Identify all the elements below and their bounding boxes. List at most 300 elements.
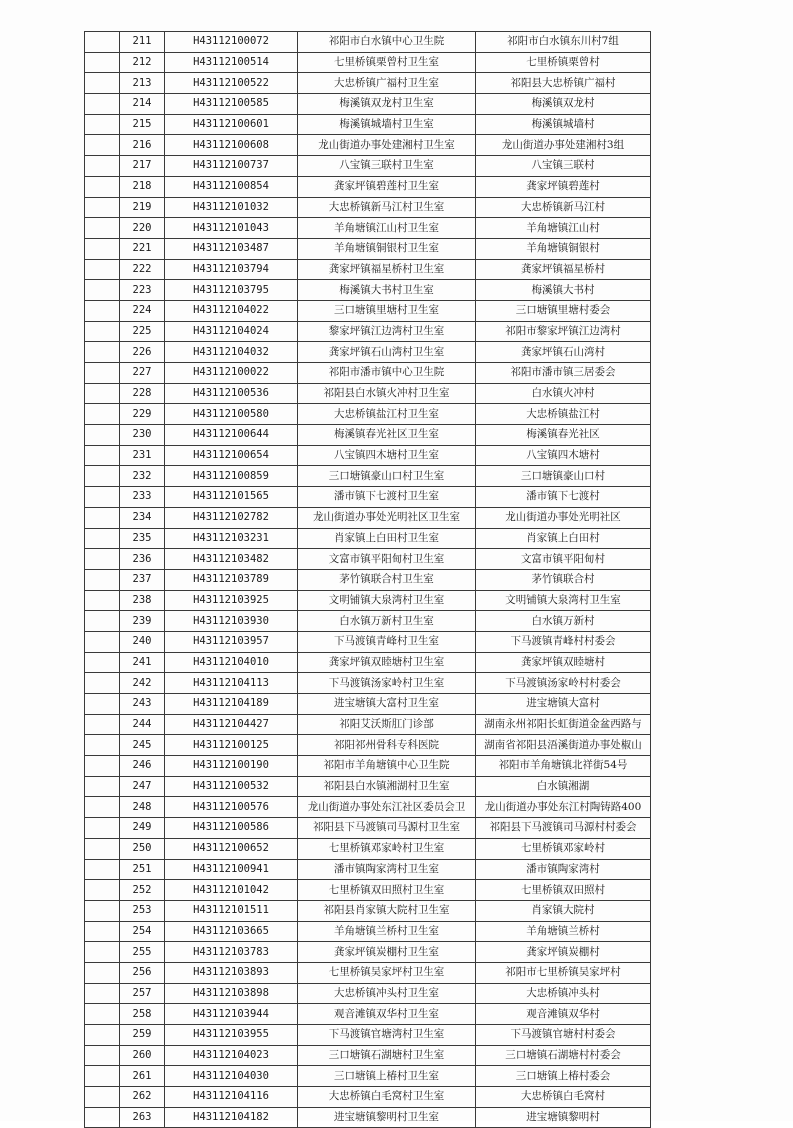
address-cell: 大忠桥镇冲头村 — [476, 983, 651, 1004]
address-cell: 祁阳市白水镇东川村7组 — [476, 32, 651, 53]
row-number-cell: 236 — [120, 549, 165, 570]
institution-name-cell: 羊角塘镇江山村卫生室 — [298, 218, 476, 239]
address-cell: 茅竹镇联合村 — [476, 569, 651, 590]
institution-code-cell: H43112103795 — [165, 280, 298, 301]
institution-name-cell: 白水镇万新村卫生室 — [298, 611, 476, 632]
institution-name-cell: 大忠桥镇白毛窝村卫生室 — [298, 1087, 476, 1108]
address-cell: 龙山街道办事处光明社区 — [476, 507, 651, 528]
row-number-cell: 233 — [120, 487, 165, 508]
institution-code-cell: H43112100859 — [165, 466, 298, 487]
row-number-cell: 241 — [120, 652, 165, 673]
table-row — [85, 1045, 651, 1066]
table-row — [85, 983, 651, 1004]
address-cell: 祁阳市羊角塘镇北祥街54号 — [476, 756, 651, 777]
address-cell: 祁阳市潘市镇三居委会 — [476, 363, 651, 384]
institution-name-cell: 龙山街道办事处光明社区卫生室 — [298, 507, 476, 528]
blank-cell — [85, 197, 120, 218]
row-number-cell: 256 — [120, 962, 165, 983]
blank-cell — [85, 942, 120, 963]
table-row — [85, 549, 651, 570]
institution-name-cell: 下马渡镇汤家岭村卫生室 — [298, 673, 476, 694]
institution-code-cell: H43112104032 — [165, 342, 298, 363]
address-cell: 下马渡镇官塘村村委会 — [476, 1025, 651, 1046]
institution-name-cell: 茅竹镇联合村卫生室 — [298, 569, 476, 590]
blank-cell — [85, 176, 120, 197]
row-number-cell: 228 — [120, 383, 165, 404]
institution-name-cell: 祁阳市白水镇中心卫生院 — [298, 32, 476, 53]
row-number-cell: 219 — [120, 197, 165, 218]
table-row — [85, 673, 651, 694]
table-row — [85, 487, 651, 508]
blank-cell — [85, 300, 120, 321]
table-row — [85, 321, 651, 342]
address-cell: 下马渡镇汤家岭村村委会 — [476, 673, 651, 694]
institution-code-cell: H43112103957 — [165, 631, 298, 652]
institution-name-cell: 祁阳市羊角塘镇中心卫生院 — [298, 756, 476, 777]
institution-code-cell: H43112100654 — [165, 445, 298, 466]
row-number-cell: 235 — [120, 528, 165, 549]
institution-name-cell: 梅溪镇大书村卫生室 — [298, 280, 476, 301]
institution-code-cell: H43112100514 — [165, 52, 298, 73]
address-cell: 梅溪镇大书村 — [476, 280, 651, 301]
address-cell: 七里桥镇栗曾村 — [476, 52, 651, 73]
row-number-cell: 230 — [120, 425, 165, 446]
institution-name-cell: 三口塘镇里塘村卫生室 — [298, 300, 476, 321]
row-number-cell: 252 — [120, 880, 165, 901]
blank-cell — [85, 549, 120, 570]
institution-name-cell: 肖家镇上白田村卫生室 — [298, 528, 476, 549]
blank-cell — [85, 383, 120, 404]
blank-cell — [85, 776, 120, 797]
institution-name-cell: 祁阳祁州骨科专科医院 — [298, 735, 476, 756]
institution-name-cell: 祁阳县白水镇湘湖村卫生室 — [298, 776, 476, 797]
institution-code-cell: H43112100580 — [165, 404, 298, 425]
blank-cell — [85, 818, 120, 839]
institution-name-cell: 三口塘镇豪山口村卫生室 — [298, 466, 476, 487]
institution-code-cell: H43112100854 — [165, 176, 298, 197]
address-cell: 白水镇湘湖 — [476, 776, 651, 797]
table-row — [85, 280, 651, 301]
blank-cell — [85, 466, 120, 487]
institution-code-cell: H43112103955 — [165, 1025, 298, 1046]
institution-code-cell: H43112101565 — [165, 487, 298, 508]
table-row — [85, 52, 651, 73]
institution-code-cell: H43112104116 — [165, 1087, 298, 1108]
institution-name-cell: 龚家坪镇石山湾村卫生室 — [298, 342, 476, 363]
blank-cell — [85, 694, 120, 715]
address-cell: 大忠桥镇白毛窝村 — [476, 1087, 651, 1108]
institution-name-cell: 祁阳县下马渡镇司马源村卫生室 — [298, 818, 476, 839]
table-row — [85, 507, 651, 528]
institution-code-cell: H43112100652 — [165, 838, 298, 859]
institution-code-cell: H43112104182 — [165, 1107, 298, 1128]
blank-cell — [85, 569, 120, 590]
row-number-cell: 229 — [120, 404, 165, 425]
row-number-cell: 215 — [120, 114, 165, 135]
blank-cell — [85, 445, 120, 466]
institution-code-cell: H43112104030 — [165, 1066, 298, 1087]
institution-code-cell: H43112101043 — [165, 218, 298, 239]
institution-name-cell: 梅溪镇双龙村卫生室 — [298, 94, 476, 115]
address-cell: 文明铺镇大泉湾村卫生室 — [476, 590, 651, 611]
row-number-cell: 213 — [120, 73, 165, 94]
institution-code-cell: H43112103231 — [165, 528, 298, 549]
blank-cell — [85, 259, 120, 280]
address-cell: 三口塘镇豪山口村 — [476, 466, 651, 487]
table-row — [85, 197, 651, 218]
blank-cell — [85, 528, 120, 549]
institution-name-cell: 梅溪镇春光社区卫生室 — [298, 425, 476, 446]
table-row — [85, 466, 651, 487]
blank-cell — [85, 94, 120, 115]
row-number-cell: 245 — [120, 735, 165, 756]
address-cell: 湖南永州祁阳长虹街道金盆西路与 — [476, 714, 651, 735]
blank-cell — [85, 425, 120, 446]
institution-name-cell: 黎家坪镇江边湾村卫生室 — [298, 321, 476, 342]
table-row — [85, 797, 651, 818]
institution-code-cell: H43112100536 — [165, 383, 298, 404]
row-number-cell: 225 — [120, 321, 165, 342]
institution-code-cell: H43112100522 — [165, 73, 298, 94]
table-row — [85, 363, 651, 384]
address-cell: 龚家坪镇碧莲村 — [476, 176, 651, 197]
address-cell: 三口塘镇石湖塘村村委会 — [476, 1045, 651, 1066]
blank-cell — [85, 611, 120, 632]
address-cell: 羊角塘镇江山村 — [476, 218, 651, 239]
table-row — [85, 590, 651, 611]
row-number-cell: 227 — [120, 363, 165, 384]
blank-cell — [85, 1066, 120, 1087]
table-row — [85, 425, 651, 446]
table-row — [85, 218, 651, 239]
institution-code-cell: H43112100585 — [165, 94, 298, 115]
institution-name-cell: 羊角塘镇兰桥村卫生室 — [298, 921, 476, 942]
row-number-cell: 224 — [120, 300, 165, 321]
blank-cell — [85, 156, 120, 177]
table-row — [85, 94, 651, 115]
row-number-cell: 243 — [120, 694, 165, 715]
institution-code-cell: H43112100022 — [165, 363, 298, 384]
table-row — [85, 445, 651, 466]
address-cell: 龚家坪镇双睦塘村 — [476, 652, 651, 673]
address-cell: 梅溪镇双龙村 — [476, 94, 651, 115]
address-cell: 三口塘镇上椿村委会 — [476, 1066, 651, 1087]
institution-name-cell: 祁阳艾沃斯肛门诊部 — [298, 714, 476, 735]
institution-code-cell: H43112100125 — [165, 735, 298, 756]
address-cell: 龚家坪镇石山湾村 — [476, 342, 651, 363]
address-cell: 进宝塘镇大富村 — [476, 694, 651, 715]
blank-cell — [85, 487, 120, 508]
row-number-cell: 250 — [120, 838, 165, 859]
table-row — [85, 859, 651, 880]
institution-name-cell: 大忠桥镇新马江村卫生室 — [298, 197, 476, 218]
institution-name-cell: 三口塘镇上椿村卫生室 — [298, 1066, 476, 1087]
institution-code-cell: H43112104010 — [165, 652, 298, 673]
row-number-cell: 249 — [120, 818, 165, 839]
table-row — [85, 73, 651, 94]
table-row — [85, 942, 651, 963]
institution-code-cell: H43112101042 — [165, 880, 298, 901]
address-cell: 白水镇万新村 — [476, 611, 651, 632]
row-number-cell: 234 — [120, 507, 165, 528]
institution-name-cell: 下马渡镇青峰村卫生室 — [298, 631, 476, 652]
row-number-cell: 226 — [120, 342, 165, 363]
institution-code-cell: H43112100608 — [165, 135, 298, 156]
institution-code-cell: H43112102782 — [165, 507, 298, 528]
blank-cell — [85, 507, 120, 528]
blank-cell — [85, 590, 120, 611]
row-number-cell: 251 — [120, 859, 165, 880]
institution-name-cell: 祁阳县白水镇火冲村卫生室 — [298, 383, 476, 404]
address-cell: 龙山街道办事处建湘村3组 — [476, 135, 651, 156]
blank-cell — [85, 238, 120, 259]
blank-cell — [85, 652, 120, 673]
institution-name-cell: 七里桥镇栗曾村卫生室 — [298, 52, 476, 73]
institution-code-cell: H43112100737 — [165, 156, 298, 177]
table-row — [85, 114, 651, 135]
row-number-cell: 223 — [120, 280, 165, 301]
row-number-cell: 260 — [120, 1045, 165, 1066]
table-row — [85, 342, 651, 363]
blank-cell — [85, 962, 120, 983]
row-number-cell: 261 — [120, 1066, 165, 1087]
row-number-cell: 263 — [120, 1107, 165, 1128]
blank-cell — [85, 1107, 120, 1128]
address-cell: 七里桥镇邓家岭村 — [476, 838, 651, 859]
institution-code-cell: H43112104023 — [165, 1045, 298, 1066]
table-row — [85, 962, 651, 983]
institution-code-cell: H43112103930 — [165, 611, 298, 632]
blank-cell — [85, 280, 120, 301]
institution-code-cell: H43112103783 — [165, 942, 298, 963]
address-cell: 祁阳县下马渡镇司马源村村委会 — [476, 818, 651, 839]
address-cell: 文富市镇平阳甸村 — [476, 549, 651, 570]
address-cell: 祁阳县大忠桥镇广福村 — [476, 73, 651, 94]
table-row — [85, 156, 651, 177]
row-number-cell: 222 — [120, 259, 165, 280]
institution-code-cell: H43112104189 — [165, 694, 298, 715]
row-number-cell: 239 — [120, 611, 165, 632]
institution-name-cell: 八宝镇三联村卫生室 — [298, 156, 476, 177]
row-number-cell: 257 — [120, 983, 165, 1004]
row-number-cell: 218 — [120, 176, 165, 197]
institution-name-cell: 梅溪镇城墙村卫生室 — [298, 114, 476, 135]
institution-code-cell: H43112100190 — [165, 756, 298, 777]
table-row — [85, 611, 651, 632]
address-cell: 七里桥镇双田照村 — [476, 880, 651, 901]
institution-code-cell: H43112103893 — [165, 962, 298, 983]
row-number-cell: 255 — [120, 942, 165, 963]
institution-code-cell: H43112104024 — [165, 321, 298, 342]
blank-cell — [85, 921, 120, 942]
institution-code-cell: H43112101032 — [165, 197, 298, 218]
table-row — [85, 756, 651, 777]
row-number-cell: 214 — [120, 94, 165, 115]
table-row — [85, 880, 651, 901]
institution-code-cell: H43112100072 — [165, 32, 298, 53]
institution-name-cell: 龙山街道办事处东江社区委员会卫 — [298, 797, 476, 818]
institution-name-cell: 祁阳市潘市镇中心卫生院 — [298, 363, 476, 384]
address-cell: 八宝镇四木塘村 — [476, 445, 651, 466]
address-cell: 白水镇火冲村 — [476, 383, 651, 404]
blank-cell — [85, 52, 120, 73]
address-cell: 祁阳市黎家坪镇江边湾村 — [476, 321, 651, 342]
institution-code-cell: H43112103482 — [165, 549, 298, 570]
institution-name-cell: 潘市镇下七渡村卫生室 — [298, 487, 476, 508]
institution-name-cell: 七里桥镇双田照村卫生室 — [298, 880, 476, 901]
table-row — [85, 32, 651, 53]
institution-name-cell: 下马渡镇官塘湾村卫生室 — [298, 1025, 476, 1046]
address-cell: 肖家镇大院村 — [476, 900, 651, 921]
institution-name-cell: 进宝塘镇黎明村卫生室 — [298, 1107, 476, 1128]
table-row — [85, 259, 651, 280]
table-row — [85, 714, 651, 735]
institution-code-cell: H43112101511 — [165, 900, 298, 921]
institution-name-cell: 潘市镇陶家湾村卫生室 — [298, 859, 476, 880]
institution-name-cell: 祁阳县肖家镇大院村卫生室 — [298, 900, 476, 921]
address-cell: 三口塘镇里塘村委会 — [476, 300, 651, 321]
address-cell: 观音滩镇双华村 — [476, 1004, 651, 1025]
institution-code-cell: H43112103925 — [165, 590, 298, 611]
institution-code-cell: H43112100532 — [165, 776, 298, 797]
row-number-cell: 259 — [120, 1025, 165, 1046]
blank-cell — [85, 1045, 120, 1066]
address-cell: 羊角塘镇铜银村 — [476, 238, 651, 259]
blank-cell — [85, 880, 120, 901]
address-cell: 梅溪镇城墙村 — [476, 114, 651, 135]
table-row — [85, 176, 651, 197]
address-cell: 八宝镇三联村 — [476, 156, 651, 177]
row-number-cell: 217 — [120, 156, 165, 177]
table-row — [85, 1025, 651, 1046]
blank-cell — [85, 114, 120, 135]
address-cell: 大忠桥镇盐江村 — [476, 404, 651, 425]
institution-code-cell: H43112104022 — [165, 300, 298, 321]
row-number-cell: 246 — [120, 756, 165, 777]
row-number-cell: 247 — [120, 776, 165, 797]
institution-name-cell: 文富市镇平阳甸村卫生室 — [298, 549, 476, 570]
table-row — [85, 1004, 651, 1025]
address-cell: 龙山街道办事处东江村陶铸路400 — [476, 797, 651, 818]
row-number-cell: 221 — [120, 238, 165, 259]
blank-cell — [85, 32, 120, 53]
row-number-cell: 248 — [120, 797, 165, 818]
institution-name-cell: 大忠桥镇冲头村卫生室 — [298, 983, 476, 1004]
institution-code-cell: H43112103944 — [165, 1004, 298, 1025]
institution-name-cell: 龙山街道办事处建湘村卫生室 — [298, 135, 476, 156]
blank-cell — [85, 363, 120, 384]
institution-name-cell: 文明铺镇大泉湾村卫生室 — [298, 590, 476, 611]
table-row — [85, 921, 651, 942]
institution-name-cell: 龚家坪镇碧莲村卫生室 — [298, 176, 476, 197]
table-row — [85, 631, 651, 652]
row-number-cell: 258 — [120, 1004, 165, 1025]
table-row — [85, 900, 651, 921]
institution-code-cell: H43112100601 — [165, 114, 298, 135]
blank-cell — [85, 404, 120, 425]
blank-cell — [85, 756, 120, 777]
address-cell: 潘市镇下七渡村 — [476, 487, 651, 508]
institution-name-cell: 大忠桥镇广福村卫生室 — [298, 73, 476, 94]
table-row — [85, 652, 651, 673]
institution-code-cell: H43112100941 — [165, 859, 298, 880]
address-cell: 下马渡镇青峰村村委会 — [476, 631, 651, 652]
table-row — [85, 1066, 651, 1087]
row-number-cell: 253 — [120, 900, 165, 921]
blank-cell — [85, 73, 120, 94]
institution-name-cell: 龚家坪镇双睦塘村卫生室 — [298, 652, 476, 673]
table-row — [85, 135, 651, 156]
institution-name-cell: 八宝镇四木塘村卫生室 — [298, 445, 476, 466]
row-number-cell: 211 — [120, 32, 165, 53]
institution-name-cell: 龚家坪镇福星桥村卫生室 — [298, 259, 476, 280]
blank-cell — [85, 631, 120, 652]
institution-code-cell: H43112103665 — [165, 921, 298, 942]
blank-cell — [85, 342, 120, 363]
institution-name-cell: 七里桥镇邓家岭村卫生室 — [298, 838, 476, 859]
address-cell: 羊角塘镇兰桥村 — [476, 921, 651, 942]
institution-code-cell: H43112104427 — [165, 714, 298, 735]
blank-cell — [85, 797, 120, 818]
row-number-cell: 244 — [120, 714, 165, 735]
table-row — [85, 1107, 651, 1128]
address-cell: 大忠桥镇新马江村 — [476, 197, 651, 218]
blank-cell — [85, 735, 120, 756]
address-cell: 龚家坪镇炭棚村 — [476, 942, 651, 963]
table-row — [85, 1087, 651, 1108]
row-number-cell: 262 — [120, 1087, 165, 1108]
institution-code-cell: H43112103794 — [165, 259, 298, 280]
table-row — [85, 776, 651, 797]
institution-name-cell: 七里桥镇吴家坪村卫生室 — [298, 962, 476, 983]
institution-code-cell: H43112100586 — [165, 818, 298, 839]
table-row — [85, 838, 651, 859]
table-row — [85, 404, 651, 425]
institution-code-cell: H43112104113 — [165, 673, 298, 694]
row-number-cell: 240 — [120, 631, 165, 652]
address-cell: 祁阳市七里桥镇吴家坪村 — [476, 962, 651, 983]
blank-cell — [85, 714, 120, 735]
blank-cell — [85, 1004, 120, 1025]
table-row — [85, 569, 651, 590]
institution-name-cell: 三口塘镇石湖塘村卫生室 — [298, 1045, 476, 1066]
table-row — [85, 528, 651, 549]
blank-cell — [85, 983, 120, 1004]
institution-code-cell: H43112100576 — [165, 797, 298, 818]
address-cell: 潘市镇陶家湾村 — [476, 859, 651, 880]
row-number-cell: 220 — [120, 218, 165, 239]
blank-cell — [85, 900, 120, 921]
institution-name-cell: 羊角塘镇铜银村卫生室 — [298, 238, 476, 259]
institution-name-cell: 进宝塘镇大富村卫生室 — [298, 694, 476, 715]
institution-code-cell: H43112103487 — [165, 238, 298, 259]
table-row — [85, 300, 651, 321]
institution-code-cell: H43112100644 — [165, 425, 298, 446]
table-row — [85, 383, 651, 404]
institution-name-cell: 观音滩镇双华村卫生室 — [298, 1004, 476, 1025]
row-number-cell: 254 — [120, 921, 165, 942]
blank-cell — [85, 321, 120, 342]
row-number-cell: 237 — [120, 569, 165, 590]
blank-cell — [85, 1087, 120, 1108]
institution-code-cell: H43112103898 — [165, 983, 298, 1004]
blank-cell — [85, 673, 120, 694]
row-number-cell: 238 — [120, 590, 165, 611]
address-cell: 肖家镇上白田村 — [476, 528, 651, 549]
table-row — [85, 735, 651, 756]
blank-cell — [85, 859, 120, 880]
institution-name-cell: 大忠桥镇盐江村卫生室 — [298, 404, 476, 425]
